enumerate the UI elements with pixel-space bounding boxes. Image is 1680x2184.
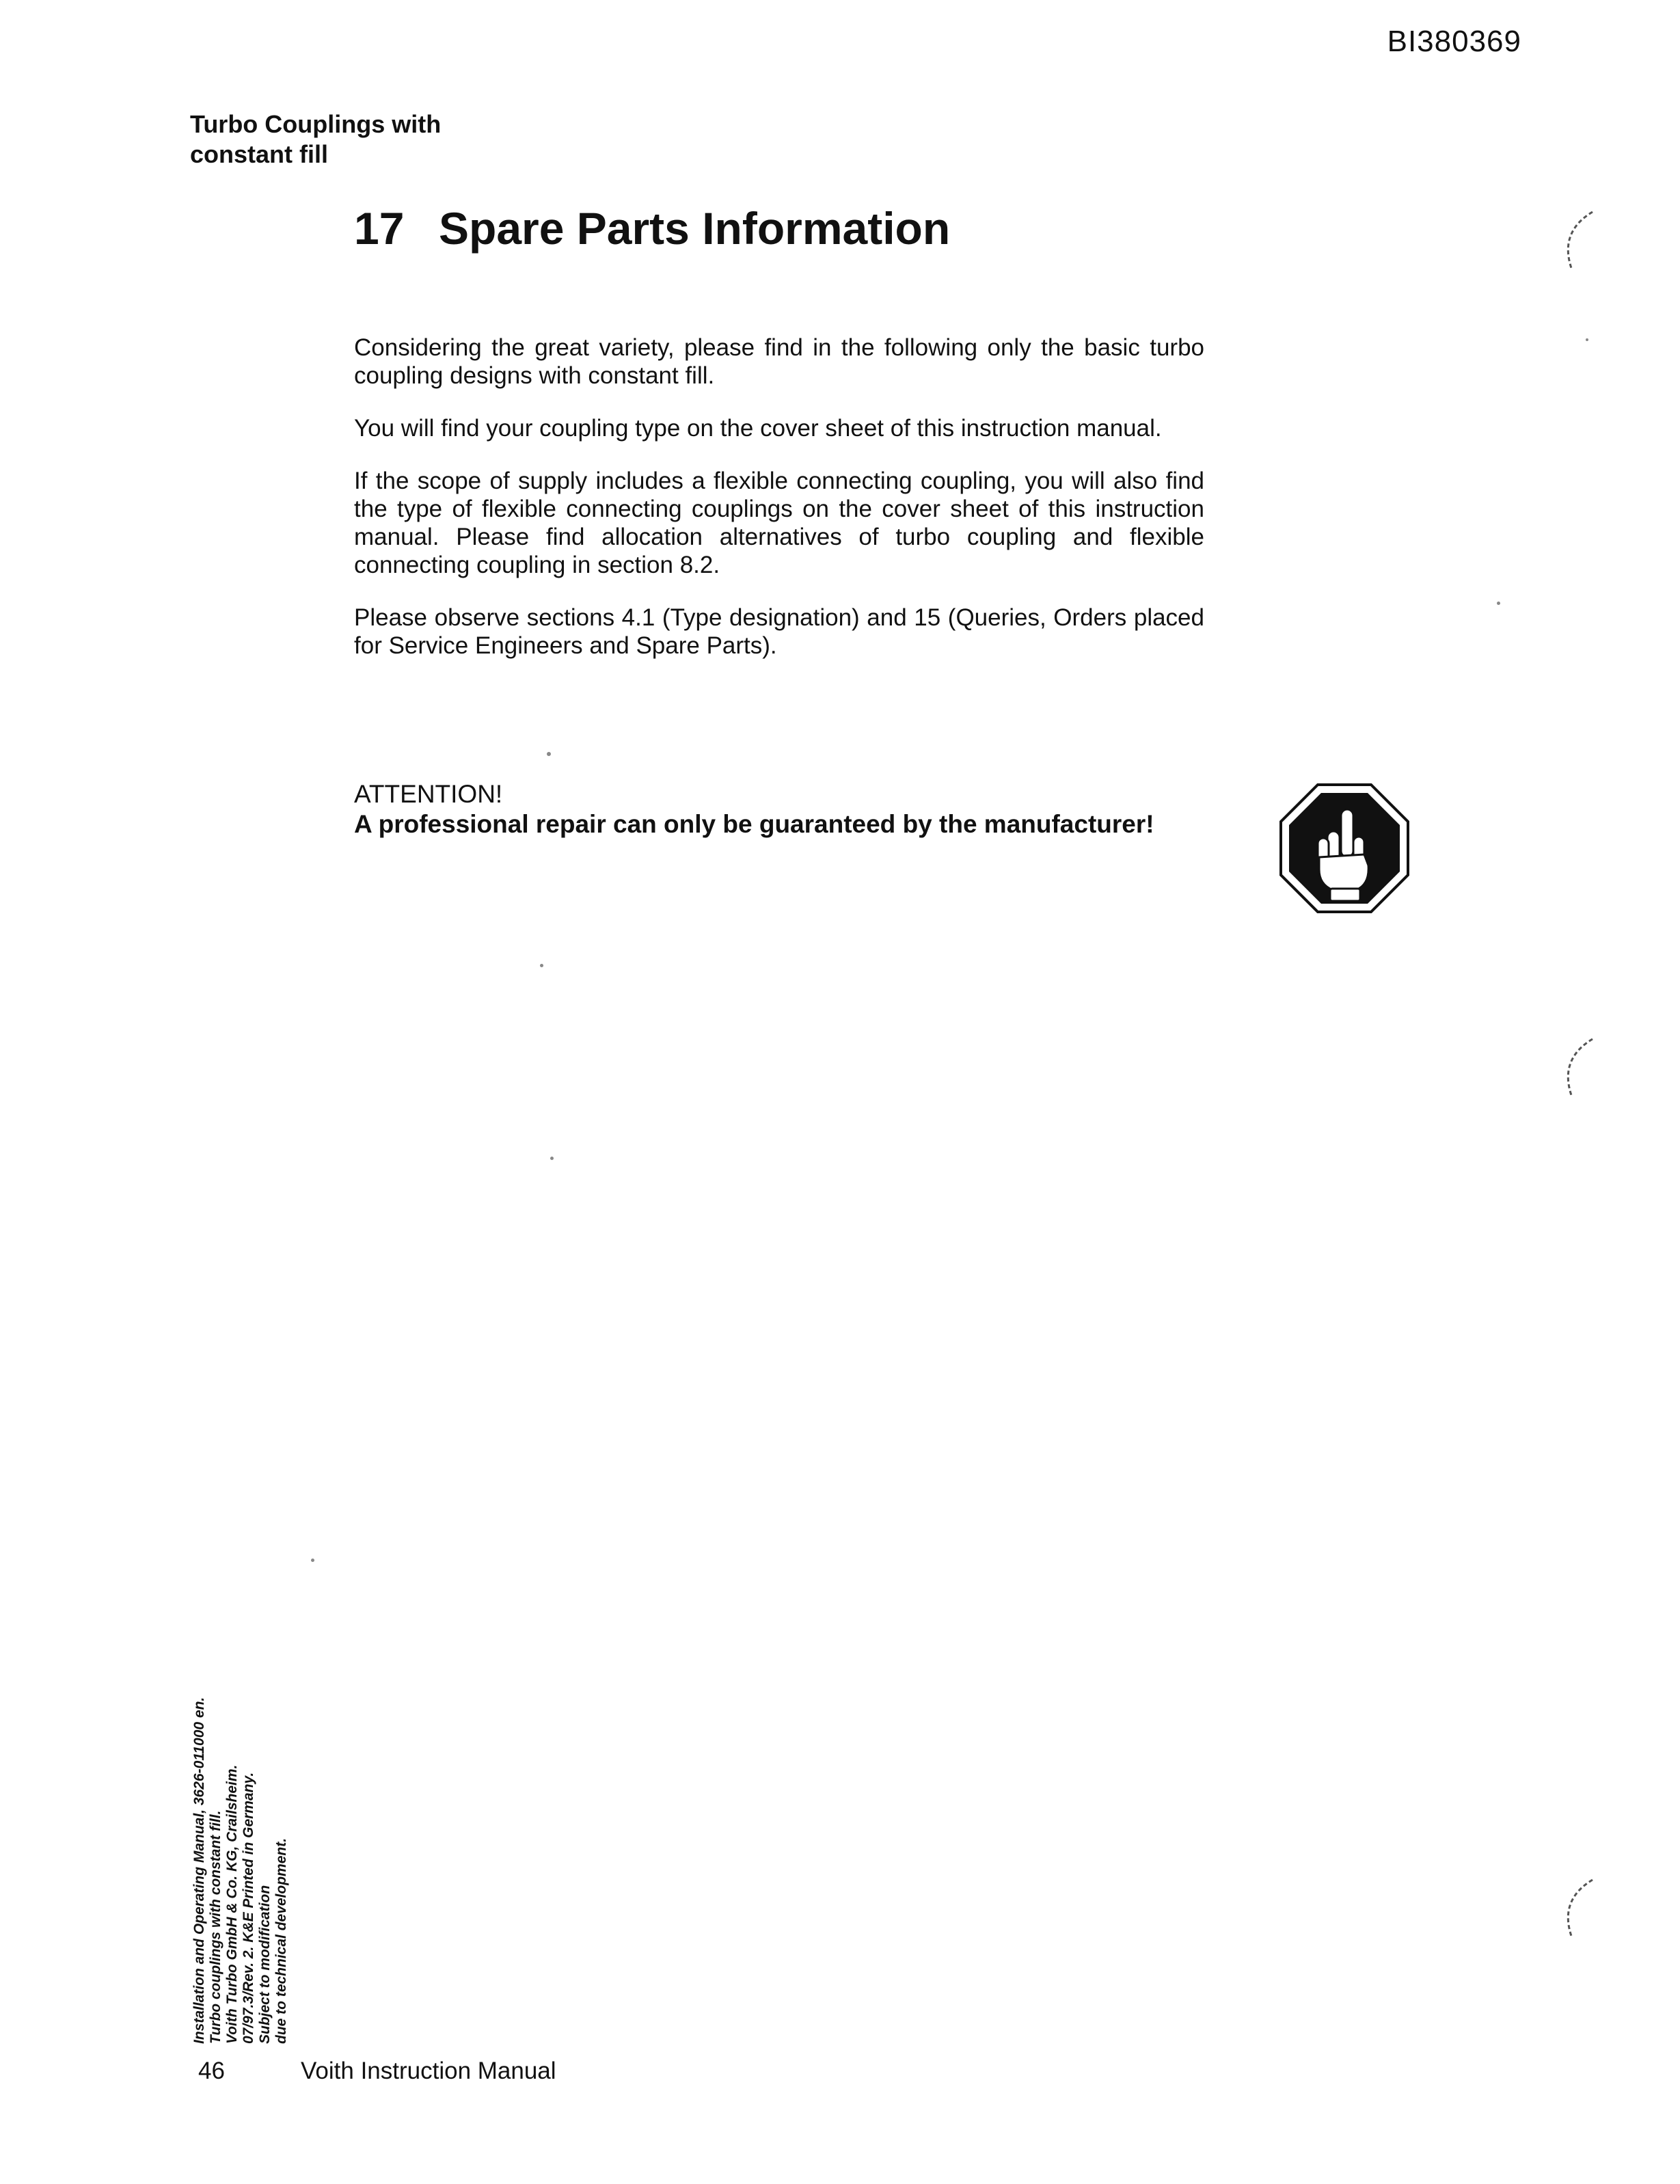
- paragraph-1: Considering the great variety, please find in the following only the basic turbo coupling designs with constant fill.: [354, 334, 1204, 389]
- attention-heading: ATTENTION!: [354, 780, 503, 808]
- running-head: [190, 109, 441, 170]
- binder-hole-mark-2: [1552, 1032, 1606, 1107]
- imprint-line-6: due to technical development.: [273, 1837, 289, 2044]
- scan-speck: [311, 1559, 314, 1562]
- imprint-line-2: Turbo couplings with constant fill.: [208, 1810, 223, 2044]
- imprint-line-1: Installation and Operating Manual, 3626-011000 en.: [191, 1697, 207, 2044]
- imprint-block: [191, 1675, 290, 2044]
- body-text: [354, 334, 1204, 684]
- imprint-line-5: Subject to modification: [257, 1885, 273, 2044]
- scan-speck: [550, 1157, 554, 1160]
- binder-hole-mark-3: [1552, 1873, 1606, 1948]
- stop-hand-warning-icon: [1279, 783, 1409, 913]
- scan-speck: [1497, 602, 1500, 605]
- page-number: 46: [198, 2058, 225, 2084]
- chapter-number: 17: [354, 203, 405, 254]
- chapter-title: Spare Parts Information: [439, 203, 951, 254]
- binder-hole-mark-1: [1552, 205, 1606, 280]
- paragraph-3: If the scope of supply includes a flexible connecting coupling, you will also find the type of flexible connecting couplings on the cover sheet of this instruction manual. Please find allocation alternatives of turbo coupling and flexible connecting coupling in section 8.2.: [354, 468, 1204, 578]
- attention-notice: [354, 779, 1243, 839]
- page-footer: [198, 2058, 556, 2085]
- paragraph-4: Please observe sections 4.1 (Type designation) and 15 (Queries, Orders placed for Service Engineers and Spare Parts).: [354, 604, 1204, 659]
- chapter-heading: [354, 202, 950, 254]
- imprint-line-3: Voith Turbo GmbH & Co. KG, Crailsheim.: [224, 1764, 240, 2044]
- paragraph-2: You will find your coupling type on the cover sheet of this instruction manual.: [354, 415, 1162, 442]
- running-head-line-2: constant fill: [190, 140, 329, 168]
- scan-speck: [540, 964, 543, 967]
- document-id: BI380369: [1387, 25, 1521, 58]
- running-head-line-1: Turbo Couplings with: [190, 110, 442, 138]
- imprint-line-4: 07/97.3/Rev. 2. K&E Printed in Germany.: [241, 1772, 256, 2044]
- attention-text: A professional repair can only be guaranteed by the manufacturer!: [354, 810, 1154, 838]
- scan-speck: [547, 752, 551, 756]
- footer-title: Voith Instruction Manual: [301, 2058, 556, 2084]
- scan-speck: [1586, 338, 1588, 341]
